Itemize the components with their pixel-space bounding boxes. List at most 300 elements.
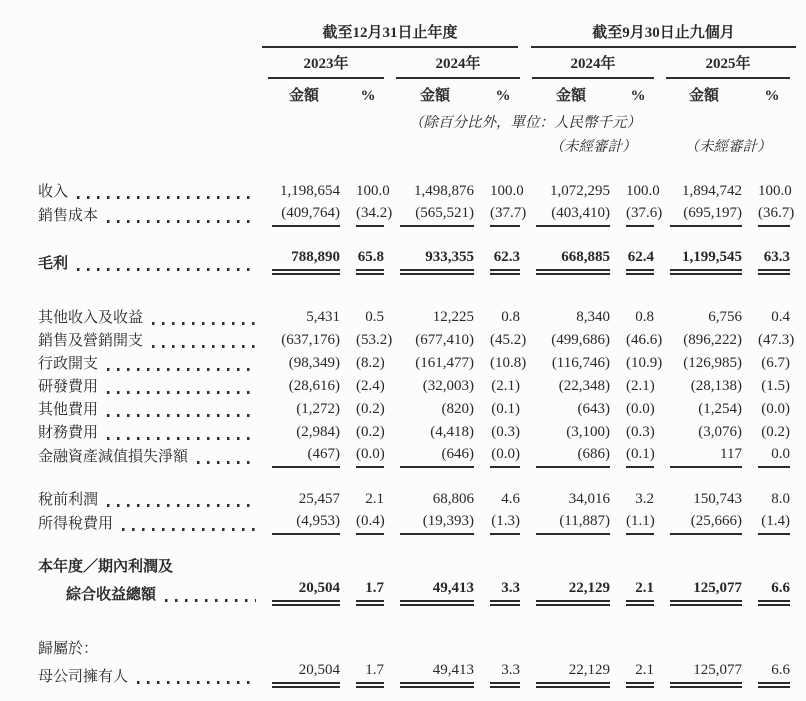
cell-text: 933,355	[400, 247, 474, 275]
cell-text: (45.2)	[490, 332, 527, 348]
percent-value	[480, 422, 526, 444]
cell-text: 2.1	[626, 660, 654, 688]
percent-value	[748, 660, 796, 688]
amount-value	[262, 660, 346, 688]
cell-text: 0.0	[758, 444, 790, 468]
percent-value	[480, 444, 526, 468]
cell-text: 150,743	[693, 491, 742, 507]
amount-column-header: 金額	[288, 88, 319, 104]
year-header-2025-label: 2025年	[666, 52, 790, 79]
cell-text: 100.0	[356, 183, 390, 199]
cell-text: (820)	[441, 401, 474, 417]
cell-text: 4.6	[501, 491, 520, 507]
row-selling-marketing-expenses	[10, 329, 796, 352]
amount-value	[262, 203, 346, 227]
period-group-interim-label: 截至9月30日止九個月	[531, 21, 796, 48]
cell-text: (28,616)	[288, 378, 340, 394]
row-label-text: 歸屬於：	[38, 641, 99, 657]
cell-text: 20,504	[272, 660, 340, 688]
cell-text: 1.7	[356, 660, 384, 688]
row-total-comprehensive-income	[10, 578, 796, 606]
year-header-2024-annual	[390, 52, 526, 79]
amount-value	[262, 489, 346, 511]
percent-value	[346, 399, 390, 421]
amount-value	[262, 376, 346, 398]
cell-text: (8.2)	[356, 355, 385, 371]
row-label-text: 其他費用	[38, 402, 99, 418]
dot-leader	[152, 345, 256, 348]
dot-leader	[107, 368, 256, 371]
percent-value	[480, 181, 526, 203]
percent-value	[346, 376, 390, 398]
percent-value	[480, 489, 526, 511]
cell-text: (0.0)	[356, 444, 384, 468]
unaudited-note: （未經審計）	[549, 139, 637, 155]
cell-text: (10.8)	[490, 355, 527, 371]
cell-text: 22,129	[536, 578, 610, 606]
year-header-2023	[262, 52, 390, 79]
cell-text: (126,985)	[683, 355, 742, 371]
period-group-interim	[526, 21, 796, 48]
cell-text: (34.2)	[356, 203, 384, 227]
amount-value	[660, 422, 748, 444]
unit-note-row	[10, 109, 796, 132]
percent-value	[616, 489, 660, 511]
cell-text: (47.3)	[758, 332, 795, 348]
percent-value	[748, 181, 796, 203]
statement-rows	[10, 180, 796, 688]
cell-text: (36.7)	[758, 203, 790, 227]
amount-column-header: 金額	[419, 88, 450, 104]
row-cost-of-sales	[10, 203, 796, 227]
amount-value	[262, 422, 346, 444]
amount-value	[660, 307, 748, 329]
cell-text: 1,199,545	[670, 247, 742, 275]
percent-value	[346, 511, 390, 535]
amount-value	[660, 660, 748, 688]
amount-value	[526, 578, 616, 606]
amount-value	[526, 353, 616, 375]
percent-value	[616, 444, 660, 468]
amount-value	[390, 247, 480, 275]
amount-value	[390, 203, 480, 227]
cell-text: 100.0	[758, 183, 792, 199]
cell-text: (4,418)	[430, 424, 474, 440]
cell-text: 2.1	[365, 491, 384, 507]
cell-text: 1,498,876	[414, 183, 474, 199]
amount-value	[526, 422, 616, 444]
amount-value	[262, 247, 346, 275]
cell-text: 68,806	[432, 491, 474, 507]
cell-text: 125,077	[670, 660, 742, 688]
amount-value	[390, 353, 480, 375]
row-label	[10, 447, 262, 468]
cell-text: 62.4	[626, 247, 654, 275]
cell-text: (116,746)	[551, 355, 610, 371]
row-gross-profit	[10, 247, 796, 275]
dot-leader	[197, 461, 256, 464]
amount-value	[390, 422, 480, 444]
cell-text: (0.4)	[356, 511, 384, 535]
cell-text: 62.3	[490, 247, 520, 275]
cell-text: (32,003)	[422, 378, 474, 394]
cell-text: (19,393)	[400, 511, 474, 535]
row-label	[10, 490, 262, 511]
cell-text: 1,894,742	[682, 183, 742, 199]
row-other-income-and-gains	[10, 306, 796, 329]
percent-value	[480, 307, 526, 329]
amount-value	[262, 511, 346, 535]
cell-text: 63.3	[758, 247, 790, 275]
cell-text: (161,477)	[415, 355, 474, 371]
dot-leader	[137, 681, 256, 684]
cell-text: 0.8	[635, 309, 654, 325]
cell-text: 34,016	[568, 491, 610, 507]
percent-value	[748, 203, 796, 227]
cell-text: 8.0	[771, 491, 790, 507]
cell-text: (677,410)	[415, 332, 474, 348]
period-group-annual-label: 截至12月31日止年度	[262, 21, 518, 48]
row-label	[10, 585, 262, 606]
percent-value	[480, 330, 526, 352]
cell-text: 0.8	[501, 309, 520, 325]
cell-text: (2.1)	[491, 378, 520, 394]
percent-value	[480, 376, 526, 398]
cell-text: (695,197)	[670, 203, 742, 227]
row-label	[10, 377, 262, 398]
amount-value	[390, 660, 480, 688]
row-label-text: 綜合收益總額	[66, 587, 157, 603]
percent-value	[346, 489, 390, 511]
percent-value	[480, 511, 526, 535]
cell-text: (2,984)	[296, 424, 340, 440]
amount-value	[390, 511, 480, 535]
row-rd-expenses	[10, 375, 796, 398]
amount-value	[526, 660, 616, 688]
cell-text: (0.2)	[761, 424, 790, 440]
row-administrative-expenses	[10, 352, 796, 375]
cell-text: 22,129	[536, 660, 610, 688]
amount-value	[526, 203, 616, 227]
cell-text: (0.0)	[626, 401, 655, 417]
row-label-text: 銷售成本	[38, 208, 99, 224]
cell-text: (0.2)	[356, 401, 385, 417]
cell-text: (4,953)	[272, 511, 340, 535]
dot-leader	[107, 437, 256, 440]
cell-text: 3.3	[490, 660, 520, 688]
cell-text: 20,504	[272, 578, 340, 606]
amount-value	[390, 489, 480, 511]
percent-column-header: %	[630, 88, 646, 104]
cell-text: 3.3	[490, 578, 520, 606]
percent-value	[748, 247, 796, 275]
percent-column-header: %	[764, 88, 780, 104]
dot-leader	[107, 414, 256, 417]
cell-text: 6.6	[758, 660, 790, 688]
percent-value	[346, 247, 390, 275]
amount-value	[390, 330, 480, 352]
cell-text: (467)	[272, 444, 340, 468]
cell-text: (409,764)	[272, 203, 340, 227]
cell-text: 12,225	[432, 309, 474, 325]
amount-value	[526, 307, 616, 329]
amount-value	[262, 307, 346, 329]
cell-text: (0.3)	[626, 424, 655, 440]
percent-value	[480, 399, 526, 421]
year-header-2023-label: 2023年	[268, 52, 384, 79]
cell-text: (0.1)	[626, 444, 654, 468]
cell-text: 788,890	[272, 247, 340, 275]
cell-text: (25,666)	[670, 511, 742, 535]
cell-text: 8,340	[576, 309, 610, 325]
cell-text: (0.1)	[491, 401, 520, 417]
unaudited-note: （未經審計）	[684, 139, 772, 155]
row-net-impairment-losses-financial-assets	[10, 444, 796, 468]
amount-value	[526, 399, 616, 421]
percent-value	[616, 422, 660, 444]
row-label	[10, 254, 262, 275]
dot-leader	[107, 504, 256, 507]
cell-text: 100.0	[490, 183, 524, 199]
row-label	[10, 400, 262, 421]
cell-text: (643)	[577, 401, 610, 417]
amount-value	[660, 203, 748, 227]
percent-value	[748, 307, 796, 329]
amount-value	[660, 181, 748, 203]
row-label	[10, 308, 262, 329]
year-header-row	[10, 48, 796, 79]
cell-text: 1.7	[356, 578, 384, 606]
period-group-header-row	[10, 8, 796, 48]
period-group-annual	[262, 21, 526, 48]
cell-text: (0.2)	[356, 424, 385, 440]
amount-column-header: 金額	[555, 88, 586, 104]
row-other-expenses	[10, 398, 796, 421]
cell-text: 6.6	[758, 578, 790, 606]
cell-text: (403,410)	[536, 203, 610, 227]
cell-text: (2.1)	[626, 378, 655, 394]
cell-text: 6,756	[708, 309, 742, 325]
percent-value	[346, 660, 390, 688]
cell-text: (0.3)	[491, 424, 520, 440]
amount-value	[660, 353, 748, 375]
dot-leader	[77, 268, 256, 271]
year-header-2024-annual-label: 2024年	[396, 52, 520, 79]
cell-text: 49,413	[400, 660, 474, 688]
year-header-2025	[660, 52, 796, 79]
cell-text: (565,521)	[400, 203, 474, 227]
cell-text: (0.0)	[490, 444, 520, 468]
percent-value	[346, 330, 393, 352]
row-label-text: 稅前利潤	[38, 492, 99, 508]
cell-text: 1,072,295	[550, 183, 610, 199]
percent-value	[748, 353, 796, 375]
percent-value	[480, 203, 526, 227]
percent-value	[346, 444, 390, 468]
percent-value	[616, 247, 660, 275]
row-label-text: 本年度／期內利潤及	[38, 559, 174, 575]
amount-value	[660, 376, 748, 398]
cell-text: (646)	[400, 444, 474, 468]
amount-value	[660, 330, 748, 352]
amount-value	[526, 489, 616, 511]
row-profit-before-tax	[10, 488, 796, 511]
percent-value	[748, 511, 796, 535]
amount-value	[262, 330, 346, 352]
amount-value	[660, 489, 748, 511]
amount-value	[660, 247, 748, 275]
cell-text: (2.4)	[356, 378, 385, 394]
percent-value	[616, 353, 663, 375]
cell-text: 25,457	[298, 491, 340, 507]
cell-text: (1.1)	[626, 511, 654, 535]
amount-value	[390, 307, 480, 329]
cell-text: (11,887)	[536, 511, 610, 535]
amount-value	[262, 578, 346, 606]
cell-text: (1.3)	[490, 511, 520, 535]
cell-text: (686)	[536, 444, 610, 468]
percent-value	[616, 399, 660, 421]
amount-value	[262, 181, 346, 203]
row-label	[10, 423, 262, 444]
unaudited-row	[10, 132, 796, 158]
dot-leader	[107, 220, 256, 223]
row-label	[10, 331, 262, 352]
percent-value	[346, 578, 390, 606]
row-label-text: 財務費用	[38, 425, 99, 441]
percent-value	[748, 489, 796, 511]
percent-value	[748, 422, 796, 444]
cell-text: 5,431	[306, 309, 340, 325]
row-label	[10, 557, 262, 578]
row-label-text: 金融資產減值損失淨額	[38, 449, 189, 465]
percent-value	[480, 247, 526, 275]
percent-value	[346, 307, 390, 329]
dot-leader	[107, 391, 256, 394]
cell-text: (6.7)	[761, 355, 790, 371]
cell-text: (1,272)	[296, 401, 340, 417]
percent-column-header: %	[495, 88, 511, 104]
percent-value	[616, 511, 660, 535]
row-label-text: 毛利	[38, 256, 69, 272]
year-header-2024-interim	[526, 52, 660, 79]
percent-value	[480, 353, 526, 375]
amount-value	[262, 399, 346, 421]
amount-value	[390, 399, 480, 421]
row-finance-costs	[10, 421, 796, 444]
cell-text: (22,348)	[558, 378, 610, 394]
cell-text: (98,349)	[288, 355, 340, 371]
row-label	[10, 514, 262, 535]
unit-note: （除百分比外，單位：人民幣千元）	[409, 115, 641, 131]
cell-text: (1.5)	[761, 378, 790, 394]
amount-value	[390, 376, 480, 398]
percent-value	[346, 353, 390, 375]
row-label-text: 母公司擁有人	[38, 669, 129, 685]
cell-text: (1.4)	[758, 511, 790, 535]
percent-value	[616, 660, 660, 688]
cell-text: (10.9)	[626, 355, 663, 371]
amount-value	[526, 511, 616, 535]
row-label	[10, 182, 262, 203]
cell-text: (637,176)	[281, 332, 340, 348]
cell-text: (1,254)	[698, 401, 742, 417]
amount-value	[660, 511, 748, 535]
dot-leader	[77, 196, 256, 199]
percent-value	[480, 660, 526, 688]
amount-value	[526, 444, 616, 468]
percent-value	[346, 181, 390, 203]
cell-text: (896,222)	[683, 332, 742, 348]
row-label-text: 其他收入及收益	[38, 310, 144, 326]
cell-text: 3.2	[635, 491, 654, 507]
cell-text: 2.1	[626, 578, 654, 606]
row-profit-caption-line1	[10, 555, 796, 578]
row-label	[10, 639, 262, 660]
amount-value	[262, 444, 346, 468]
row-label-text: 收入	[38, 184, 69, 200]
year-header-2024-interim-label: 2024年	[532, 52, 654, 79]
percent-value	[616, 330, 663, 352]
cell-text: (28,138)	[690, 378, 742, 394]
row-revenue	[10, 180, 796, 203]
amount-value	[526, 181, 616, 203]
percent-value	[748, 444, 796, 468]
cell-text: (46.6)	[626, 332, 663, 348]
percent-value	[616, 376, 660, 398]
cell-text: 65.8	[356, 247, 384, 275]
cell-text: (37.7)	[490, 203, 520, 227]
cell-text: 49,413	[400, 578, 474, 606]
cell-text: 0.5	[365, 309, 384, 325]
cell-text: (37.6)	[626, 203, 654, 227]
amount-value	[660, 578, 748, 606]
row-attributable-to	[10, 637, 796, 660]
row-label-text: 銷售及營銷開支	[38, 333, 144, 349]
dot-leader	[165, 599, 256, 602]
percent-value	[480, 578, 526, 606]
row-label-text: 行政開支	[38, 356, 99, 372]
amount-value	[526, 376, 616, 398]
row-label	[10, 206, 262, 227]
amount-value	[660, 399, 748, 421]
amount-value	[526, 330, 616, 352]
percent-column-header: %	[360, 88, 376, 104]
amount-value	[262, 353, 346, 375]
cell-text: (3,100)	[566, 424, 610, 440]
cell-text: 0.4	[771, 309, 790, 325]
amount-column-header: 金額	[688, 88, 719, 104]
row-label	[10, 354, 262, 375]
percent-value	[748, 399, 796, 421]
amount-value	[390, 578, 480, 606]
row-income-tax-expense	[10, 511, 796, 535]
percent-value	[748, 376, 796, 398]
percent-value	[616, 578, 660, 606]
cell-text: (3,076)	[698, 424, 742, 440]
cell-text: 117	[670, 444, 742, 468]
percent-value	[616, 181, 660, 203]
row-label-text: 所得稅費用	[38, 516, 114, 532]
amount-value	[526, 247, 616, 275]
cell-text: 1,198,654	[280, 183, 340, 199]
amount-value	[390, 181, 480, 203]
percent-value	[616, 307, 660, 329]
amount-value	[390, 444, 480, 468]
dot-leader	[152, 322, 256, 325]
percent-value	[346, 422, 390, 444]
cell-text: 668,885	[536, 247, 610, 275]
